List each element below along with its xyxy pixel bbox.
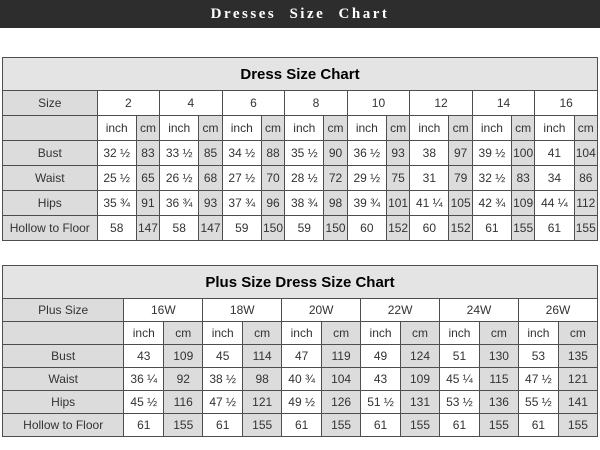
cm-value-cell: 121 [243, 391, 282, 414]
inch-value-cell: 38 ½ [203, 368, 243, 391]
cm-value-cell: 109 [400, 368, 439, 391]
cm-value-cell: 150 [261, 216, 284, 241]
cm-value-cell: 155 [322, 414, 361, 437]
unit-inch-label: inch [518, 322, 558, 345]
table-title: Dress Size Chart [3, 58, 598, 91]
inch-value-cell: 44 ¼ [535, 191, 574, 216]
size-column-header: 6 [222, 91, 285, 116]
inch-value-cell: 49 ½ [282, 391, 322, 414]
inch-value-cell: 32 ½ [472, 166, 511, 191]
cm-value-cell: 75 [386, 166, 409, 191]
inch-value-cell: 47 [282, 345, 322, 368]
unit-header-row [3, 116, 598, 141]
unit-cm-label: cm [558, 322, 597, 345]
cm-value-cell: 130 [479, 345, 518, 368]
inch-value-cell: 25 ½ [97, 166, 136, 191]
cm-value-cell: 155 [574, 216, 597, 241]
measurement-label: Bust [3, 345, 124, 368]
inch-value-cell: 47 ½ [518, 368, 558, 391]
inch-value-cell: 39 ¾ [347, 191, 386, 216]
unit-inch-label: inch [410, 116, 449, 141]
size-column-header: 12 [410, 91, 473, 116]
unit-cm-label: cm [479, 322, 518, 345]
size-column-header: 8 [285, 91, 348, 116]
inch-value-cell: 29 ½ [347, 166, 386, 191]
inch-value-cell: 58 [160, 216, 199, 241]
unit-row-spacer [3, 116, 98, 141]
measurement-row [3, 345, 598, 368]
inch-value-cell: 37 ¾ [222, 191, 261, 216]
inch-value-cell: 45 [203, 345, 243, 368]
unit-cm-label: cm [243, 322, 282, 345]
inch-value-cell: 59 [222, 216, 261, 241]
cm-value-cell: 92 [164, 368, 203, 391]
inch-value-cell: 61 [472, 216, 511, 241]
inch-value-cell: 33 ½ [160, 141, 199, 166]
unit-cm-label: cm [512, 116, 535, 141]
size-header-row [3, 299, 598, 322]
unit-cm-label: cm [322, 322, 361, 345]
measurement-label: Waist [3, 368, 124, 391]
cm-value-cell: 96 [261, 191, 284, 216]
unit-inch-label: inch [361, 322, 401, 345]
cm-value-cell: 121 [558, 368, 597, 391]
inch-value-cell: 31 [410, 166, 449, 191]
measurement-label: Bust [3, 141, 98, 166]
measurement-row [3, 368, 598, 391]
inch-value-cell: 34 ½ [222, 141, 261, 166]
inch-value-cell: 53 [518, 345, 558, 368]
unit-inch-label: inch [472, 116, 511, 141]
inch-value-cell: 43 [124, 345, 164, 368]
unit-inch-label: inch [160, 116, 199, 141]
size-column-header: 22W [361, 299, 440, 322]
inch-value-cell: 34 [535, 166, 574, 191]
inch-value-cell: 39 ½ [472, 141, 511, 166]
cm-value-cell: 90 [324, 141, 347, 166]
cm-value-cell: 155 [558, 414, 597, 437]
measurement-row [3, 414, 598, 437]
cm-value-cell: 150 [324, 216, 347, 241]
cm-value-cell: 85 [199, 141, 222, 166]
inch-value-cell: 32 ½ [97, 141, 136, 166]
cm-value-cell: 116 [164, 391, 203, 414]
cm-value-cell: 119 [322, 345, 361, 368]
inch-value-cell: 49 [361, 345, 401, 368]
cm-value-cell: 155 [479, 414, 518, 437]
inch-value-cell: 38 [410, 141, 449, 166]
unit-inch-label: inch [97, 116, 136, 141]
unit-inch-label: inch [124, 322, 164, 345]
inch-value-cell: 36 ¼ [124, 368, 164, 391]
inch-value-cell: 40 ¾ [282, 368, 322, 391]
cm-value-cell: 131 [400, 391, 439, 414]
cm-value-cell: 93 [386, 141, 409, 166]
inch-value-cell: 60 [347, 216, 386, 241]
inch-value-cell: 26 ½ [160, 166, 199, 191]
inch-value-cell: 61 [440, 414, 480, 437]
inch-value-cell: 45 ½ [124, 391, 164, 414]
measurement-label: Waist [3, 166, 98, 191]
inch-value-cell: 41 [535, 141, 574, 166]
cm-value-cell: 115 [479, 368, 518, 391]
cm-value-cell: 79 [449, 166, 472, 191]
inch-value-cell: 27 ½ [222, 166, 261, 191]
inch-value-cell: 51 ½ [361, 391, 401, 414]
cm-value-cell: 109 [164, 345, 203, 368]
measurement-row [3, 191, 598, 216]
cm-value-cell: 141 [558, 391, 597, 414]
cm-value-cell: 147 [199, 216, 222, 241]
unit-cm-label: cm [261, 116, 284, 141]
cm-value-cell: 155 [512, 216, 535, 241]
cm-value-cell: 155 [164, 414, 203, 437]
size-header-row [3, 91, 598, 116]
cm-value-cell: 68 [199, 166, 222, 191]
page-header-bar [0, 0, 600, 28]
cm-value-cell: 101 [386, 191, 409, 216]
cm-value-cell: 152 [386, 216, 409, 241]
unit-cm-label: cm [400, 322, 439, 345]
size-column-header: 2 [97, 91, 160, 116]
inch-value-cell: 36 ½ [347, 141, 386, 166]
measurement-row [3, 166, 598, 191]
unit-header-row [3, 322, 598, 345]
table-title-row [3, 266, 598, 299]
cm-value-cell: 93 [199, 191, 222, 216]
cm-value-cell: 72 [324, 166, 347, 191]
inch-value-cell: 28 ½ [285, 166, 324, 191]
inch-value-cell: 61 [282, 414, 322, 437]
inch-value-cell: 51 [440, 345, 480, 368]
inch-value-cell: 61 [518, 414, 558, 437]
unit-inch-label: inch [203, 322, 243, 345]
cm-value-cell: 98 [243, 368, 282, 391]
inch-value-cell: 38 ¾ [285, 191, 324, 216]
inch-value-cell: 45 ¼ [440, 368, 480, 391]
measurement-label: Hollow to Floor [3, 414, 124, 437]
cm-value-cell: 83 [136, 141, 159, 166]
measurement-row [3, 216, 598, 241]
cm-value-cell: 83 [512, 166, 535, 191]
cm-value-cell: 136 [479, 391, 518, 414]
size-column-header: 18W [203, 299, 282, 322]
dress-size-chart-table [2, 57, 598, 241]
cm-value-cell: 126 [322, 391, 361, 414]
inch-value-cell: 61 [535, 216, 574, 241]
size-column-header: 24W [440, 299, 519, 322]
unit-inch-label: inch [535, 116, 574, 141]
size-column-header: 16W [124, 299, 203, 322]
inch-value-cell: 35 ¾ [97, 191, 136, 216]
inch-value-cell: 35 ½ [285, 141, 324, 166]
unit-cm-label: cm [574, 116, 597, 141]
cm-value-cell: 91 [136, 191, 159, 216]
inch-value-cell: 47 ½ [203, 391, 243, 414]
cm-value-cell: 88 [261, 141, 284, 166]
cm-value-cell: 155 [400, 414, 439, 437]
size-column-header: 16 [535, 91, 598, 116]
cm-value-cell: 135 [558, 345, 597, 368]
measurement-label: Hips [3, 191, 98, 216]
cm-value-cell: 97 [449, 141, 472, 166]
unit-row-spacer [3, 322, 124, 345]
plus-size-dress-size-chart-table [2, 265, 598, 437]
unit-cm-label: cm [324, 116, 347, 141]
cm-value-cell: 70 [261, 166, 284, 191]
size-header-label: Size [3, 91, 98, 116]
inch-value-cell: 61 [124, 414, 164, 437]
size-column-header: 4 [160, 91, 223, 116]
unit-cm-label: cm [386, 116, 409, 141]
size-column-header: 10 [347, 91, 410, 116]
measurement-row [3, 141, 598, 166]
cm-value-cell: 65 [136, 166, 159, 191]
unit-inch-label: inch [285, 116, 324, 141]
cm-value-cell: 147 [136, 216, 159, 241]
cm-value-cell: 98 [324, 191, 347, 216]
inch-value-cell: 60 [410, 216, 449, 241]
inch-value-cell: 42 ¾ [472, 191, 511, 216]
unit-cm-label: cm [199, 116, 222, 141]
cm-value-cell: 124 [400, 345, 439, 368]
inch-value-cell: 36 ¾ [160, 191, 199, 216]
unit-inch-label: inch [347, 116, 386, 141]
cm-value-cell: 152 [449, 216, 472, 241]
cm-value-cell: 109 [512, 191, 535, 216]
inch-value-cell: 43 [361, 368, 401, 391]
inch-value-cell: 61 [361, 414, 401, 437]
unit-inch-label: inch [222, 116, 261, 141]
cm-value-cell: 104 [574, 141, 597, 166]
unit-cm-label: cm [449, 116, 472, 141]
unit-cm-label: cm [136, 116, 159, 141]
cm-value-cell: 104 [322, 368, 361, 391]
size-column-header: 26W [518, 299, 597, 322]
table-title: Plus Size Dress Size Chart [3, 266, 598, 299]
inch-value-cell: 41 ¼ [410, 191, 449, 216]
measurement-row [3, 391, 598, 414]
measurement-label: Hollow to Floor [3, 216, 98, 241]
inch-value-cell: 58 [97, 216, 136, 241]
unit-inch-label: inch [440, 322, 480, 345]
cm-value-cell: 105 [449, 191, 472, 216]
unit-inch-label: inch [282, 322, 322, 345]
inch-value-cell: 61 [203, 414, 243, 437]
cm-value-cell: 86 [574, 166, 597, 191]
inch-value-cell: 53 ½ [440, 391, 480, 414]
size-column-header: 20W [282, 299, 361, 322]
table-title-row [3, 58, 598, 91]
size-column-header: 14 [472, 91, 535, 116]
inch-value-cell: 55 ½ [518, 391, 558, 414]
page-title: Dresses Size Chart [210, 6, 390, 22]
cm-value-cell: 100 [512, 141, 535, 166]
cm-value-cell: 155 [243, 414, 282, 437]
unit-cm-label: cm [164, 322, 203, 345]
cm-value-cell: 114 [243, 345, 282, 368]
inch-value-cell: 59 [285, 216, 324, 241]
measurement-label: Hips [3, 391, 124, 414]
cm-value-cell: 112 [574, 191, 597, 216]
size-header-label: Plus Size [3, 299, 124, 322]
